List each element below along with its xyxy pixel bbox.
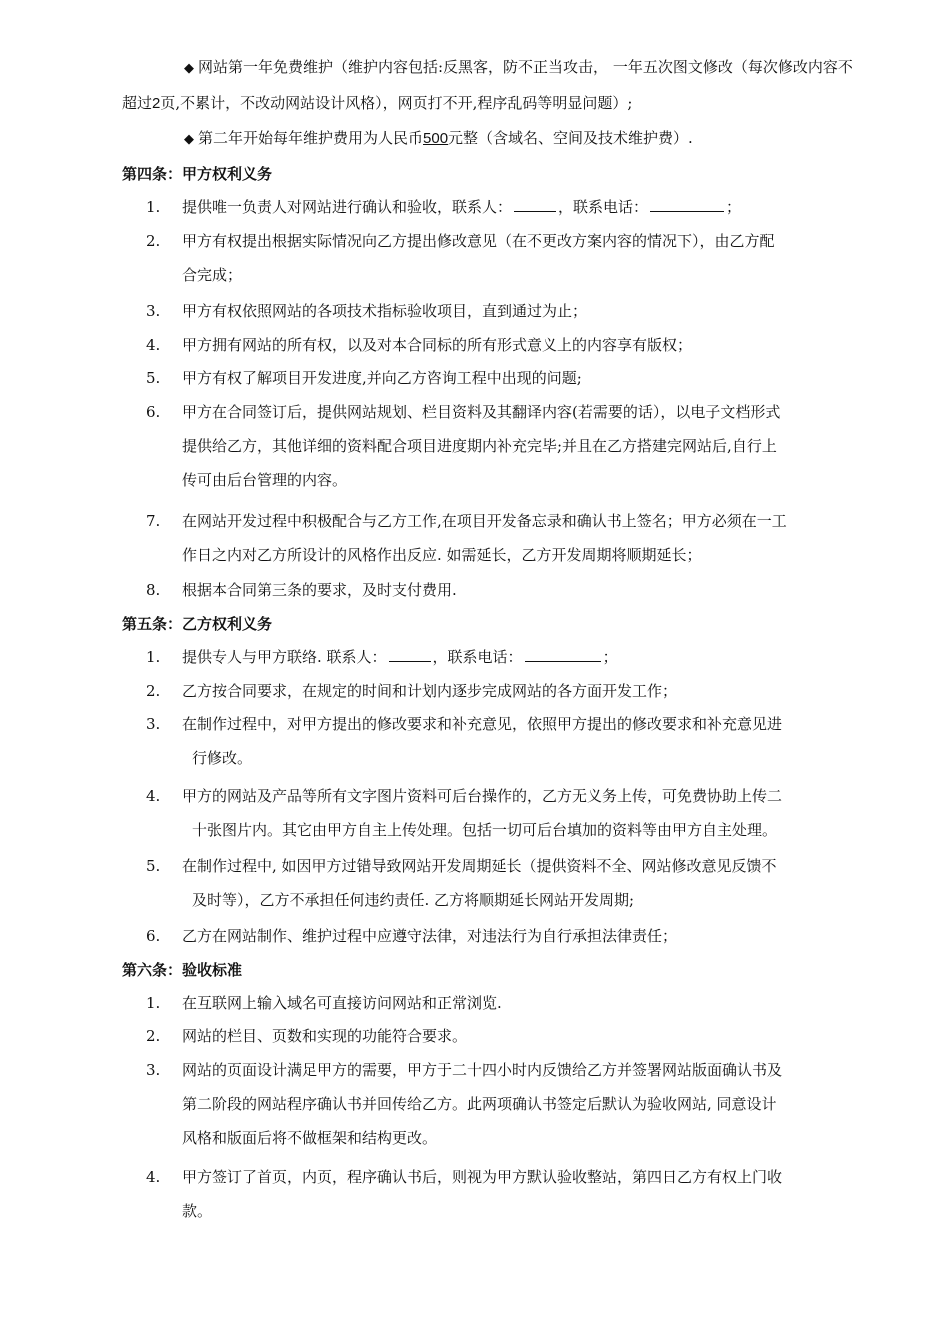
section-4-item-6: [146, 395, 860, 497]
item-number: 6.: [146, 403, 161, 421]
item-line: 第二阶段的网站程序确认书并回传给乙方。此两项确认书签定后默认为验收网站, 同意设计: [182, 1095, 777, 1113]
maintenance-bullet-second-year: [122, 121, 860, 157]
item-line: 甲方的网站及产品等所有文字图片资料可后台操作的，乙方无义务上传，可免费协助上传二: [182, 787, 783, 805]
item-line: 甲方有权了解项目开发进度,并向乙方咨询工程中出现的问题;: [182, 369, 582, 387]
item-number: 3.: [146, 302, 161, 320]
contact-phone-blank: [525, 645, 601, 662]
section-5-item-4: [146, 779, 860, 847]
item-number: 4.: [146, 336, 161, 354]
item-number: 3.: [146, 715, 161, 733]
contact-person-blank: [514, 195, 556, 212]
item-line: 甲方在合同签订后，提供网站规划、栏目资料及其翻译内容(若需要的话），以电子文档形式: [182, 403, 781, 421]
item-text: 提供唯一负责人对网站进行确认和验收，联系人：: [182, 198, 513, 216]
item-number: 2.: [146, 232, 161, 250]
item-line: 网站的栏目、页数和实现的功能符合要求。: [182, 1027, 468, 1045]
section-5-item-1: [146, 640, 860, 674]
section-6-item-3: [146, 1053, 860, 1155]
maintenance-bullet-first-year: [122, 50, 860, 121]
item-line: 甲方签订了首页，内页，程序确认书后，则视为甲方默认验收整站，第四日乙方有权上门收: [182, 1168, 783, 1186]
item-line: 提供给乙方，其他详细的资料配合项目进度期内补充完毕;并且在乙方搭建完网站后,自行上: [182, 437, 777, 455]
section-4-item-2: [146, 224, 860, 292]
section-4-item-8: [146, 573, 860, 607]
section-4-item-4: [146, 328, 860, 362]
item-line: 合完成；: [182, 266, 243, 284]
item-line: 风格和版面后将不做框架和结构更改。: [182, 1129, 438, 1147]
item-text: ，联系电话：: [558, 198, 649, 216]
section-5-item-2: [146, 674, 860, 708]
item-line: 款。: [182, 1202, 213, 1220]
section-4-item-7: [146, 504, 860, 572]
section-5-item-3: [146, 707, 860, 775]
item-line: 甲方拥有网站的所有权，以及对本合同标的所有形式意义上的内容享有版权；: [182, 336, 693, 354]
item-line: 根据本合同第三条的要求，及时支付费用.: [182, 581, 457, 599]
section-5-item-6: [146, 919, 860, 953]
bullet-text: 网站第一年免费维护（维护内容包括:反黑客，防不正当攻击， 一年五次图文修改（每次修改内容不超过: [122, 58, 853, 112]
item-number: 1.: [146, 994, 161, 1012]
item-text: ，联系电话：: [432, 648, 523, 666]
item-line: 作日之内对乙方所设计的风格作出反应. 如需延长，乙方开发周期将顺期延长；: [182, 546, 702, 564]
item-line: 在网站开发过程中积极配合与乙方工作,在项目开发备忘录和确认书上签名；甲方必须在一工: [182, 512, 787, 530]
item-line: 在互联网上输入域名可直接访问网站和正常浏览.: [182, 994, 502, 1012]
item-line: 及时等），乙方不承担任何违约责任. 乙方将顺期延长网站开发周期;: [192, 891, 635, 909]
contact-phone-blank: [650, 195, 724, 212]
bullet-text-after: 元整（含域名、空间及技术维护费）.: [448, 129, 693, 147]
item-line: 在制作过程中, 如因甲方过错导致网站开发周期延长（提供资料不全、网站修改意见反馈不: [182, 857, 777, 875]
item-line: 在制作过程中，对甲方提出的修改要求和补充意见，依照甲方提出的修改要求和补充意见进: [182, 715, 783, 733]
item-number: 4.: [146, 1168, 161, 1186]
section-6-item-1: [146, 986, 860, 1020]
diamond-bullet-icon: ◆: [184, 132, 194, 147]
item-line: 甲方有权提出根据实际情况向乙方提出修改意见（在不更改方案内容的情况下），由乙方配: [182, 232, 775, 250]
section-4-item-1: [146, 190, 860, 224]
section-6-item-4: [146, 1160, 860, 1228]
bullet-text-after: 页,不累计，不改动网站设计风格），网页打不开,程序乱码等明显问题）;: [160, 94, 633, 112]
item-line: 传可由后台管理的内容。: [182, 471, 348, 489]
item-number: 1.: [146, 198, 161, 216]
item-line: 乙方在网站制作、维护过程中应遵守法律，对违法行为自行承担法律责任；: [182, 927, 678, 945]
item-number: 5.: [146, 857, 161, 875]
item-text: 提供专人与甲方联络. 联系人：: [182, 648, 387, 666]
item-number: 1.: [146, 648, 161, 666]
item-number: 6.: [146, 927, 161, 945]
section-6-item-2: [146, 1019, 860, 1053]
item-line: 十张图片内。其它由甲方自主上传处理。包括一切可后台填加的资料等由甲方自主处理。: [192, 821, 778, 839]
item-line: 行修改。: [192, 749, 253, 767]
item-line: 网站的页面设计满足甲方的需要，甲方于二十四小时内反馈给乙方并签署网站版面确认书及: [182, 1061, 783, 1079]
section-6-heading: 第六条：验收标准: [122, 961, 243, 979]
item-number: 3.: [146, 1061, 161, 1079]
section-5-item-5: [146, 849, 860, 917]
maintenance-amount: 500: [423, 130, 449, 147]
item-line: 甲方有权依照网站的各项技术指标验收项目，直到通过为止；: [182, 302, 588, 320]
contact-person-blank: [389, 645, 431, 662]
item-text: ；: [726, 198, 742, 216]
item-number: 4.: [146, 787, 161, 805]
item-number: 2.: [146, 682, 161, 700]
section-4-heading: 第四条：甲方权利义务: [122, 165, 273, 183]
section-4-item-3: [146, 294, 860, 328]
item-number: 5.: [146, 369, 161, 387]
page-count: 2: [152, 95, 161, 112]
item-text: ；: [602, 648, 618, 666]
diamond-bullet-icon: ◆: [184, 61, 194, 76]
item-number: 7.: [146, 512, 161, 530]
item-line: 乙方按合同要求，在规定的时间和计划内逐步完成网站的各方面开发工作；: [182, 682, 678, 700]
item-number: 2.: [146, 1027, 161, 1045]
section-4-item-5: [146, 361, 860, 395]
section-5-heading: 第五条：乙方权利义务: [122, 615, 273, 633]
item-number: 8.: [146, 581, 161, 599]
bullet-text: 第二年开始每年维护费用为人民币: [198, 129, 424, 147]
